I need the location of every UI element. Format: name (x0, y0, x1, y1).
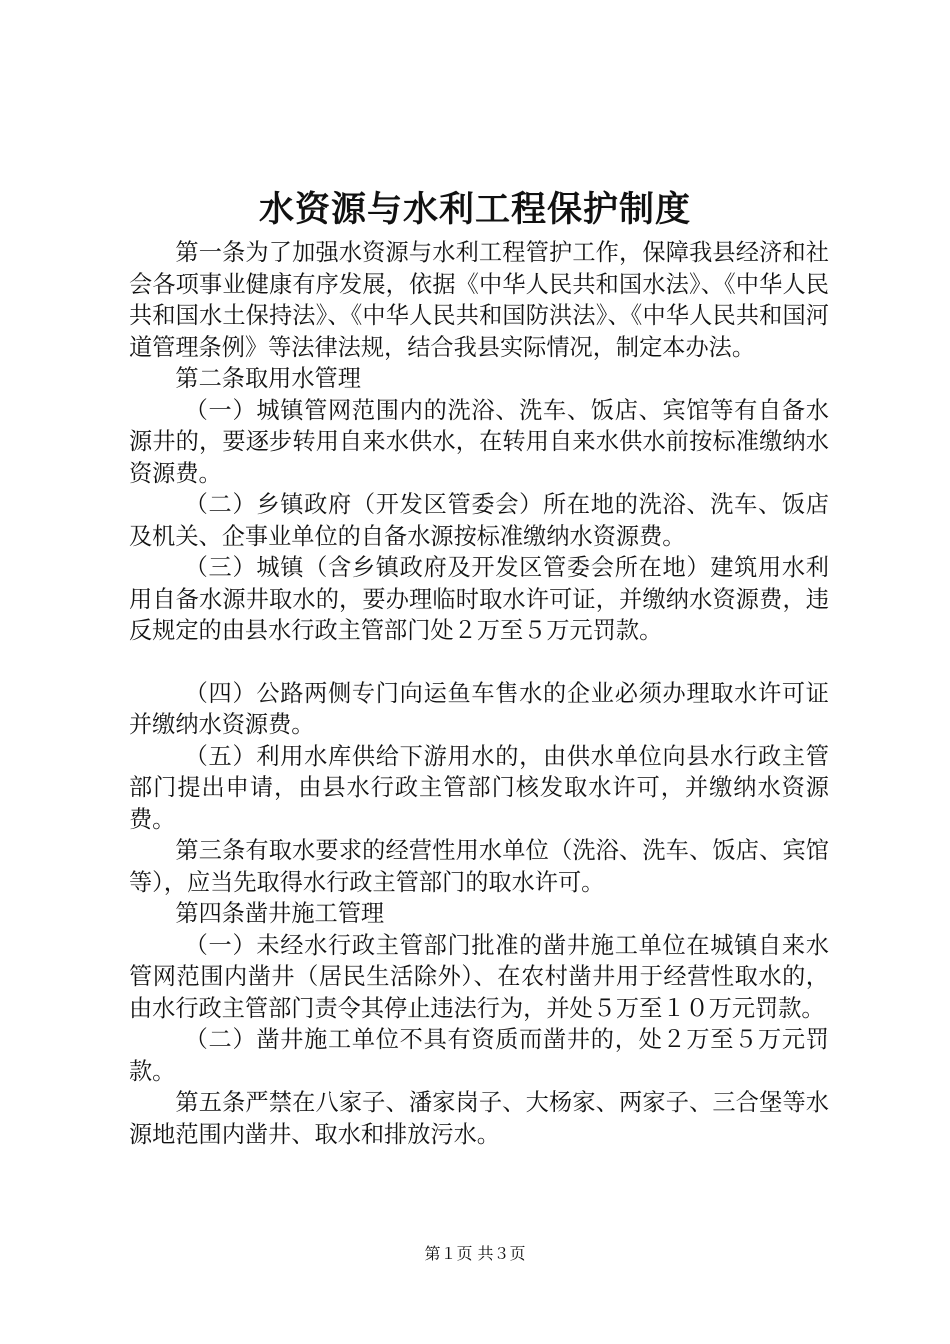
article-4-item-2: （二）凿井施工单位不具有资质而凿井的，处２万至５万元罚款。 (129, 1026, 829, 1085)
document-body (129, 237, 829, 1150)
article-2-item-4: （四）公路两侧专门向运鱼车售水的企业必须办理取水许可证并缴纳水资源费。 (129, 679, 829, 738)
article-2-item-5: （五）利用水库供给下游用水的，由供水单位向县水行政主管部门提出申请，由县水行政主管部门核发取水许可，并缴纳水资源费。 (129, 742, 829, 833)
article-4-item-1: （一）未经水行政主管部门批准的凿井施工单位在城镇自来水管网范围内凿井（居民生活除外）、在农村凿井用于经营性取水的，由水行政主管部门责令其停止违法行为，并处５万至１０万元罚款。 (129, 931, 829, 1022)
article-2-heading: 第二条取用水管理 (175, 365, 361, 392)
article-4-heading: 第四条凿井施工管理 (175, 900, 385, 927)
article-2-item-2: （二）乡镇政府（开发区管委会）所在地的洗浴、洗车、饭店及机关、企事业单位的自备水源按标准缴纳水资源费。 (129, 491, 829, 550)
page-footer: 第１页 共３页 (424, 1244, 526, 1263)
article-2-item-1: （一）城镇管网范围内的洗浴、洗车、饭店、宾馆等有自备水源井的，要逐步转用自来水供水，在转用自来水供水前按标准缴纳水资源费。 (129, 396, 829, 487)
article-5-paragraph: 第五条严禁在八家子、潘家岗子、大杨家、两家子、三合堡等水源地范围内凿井、取水和排放污水。 (129, 1089, 829, 1148)
article-3-paragraph: 第三条有取水要求的经营性用水单位（洗浴、洗车、饭店、宾馆等），应当先取得水行政主管部门的取水许可。 (129, 837, 829, 896)
article-2-item-3: （三）城镇（含乡镇政府及开发区管委会所在地）建筑用水利用自备水源井取水的，要办理临时取水许可证，并缴纳水资源费，违反规定的由县水行政主管部门处２万至５万元罚款。 (129, 554, 829, 644)
article-1-paragraph: 第一条为了加强水资源与水利工程管护工作，保障我县经济和社会各项事业健康有序发展，依据《中华人民共和国水法》、《中华人民共和国水土保持法》、《中华人民共和国防洪法》、《中华人民共和国河道管理条例》等法律法规，结合我县实际情况，制定本办法。 (129, 239, 829, 361)
document-title: 水资源与水利工程保护制度 (258, 189, 691, 230)
